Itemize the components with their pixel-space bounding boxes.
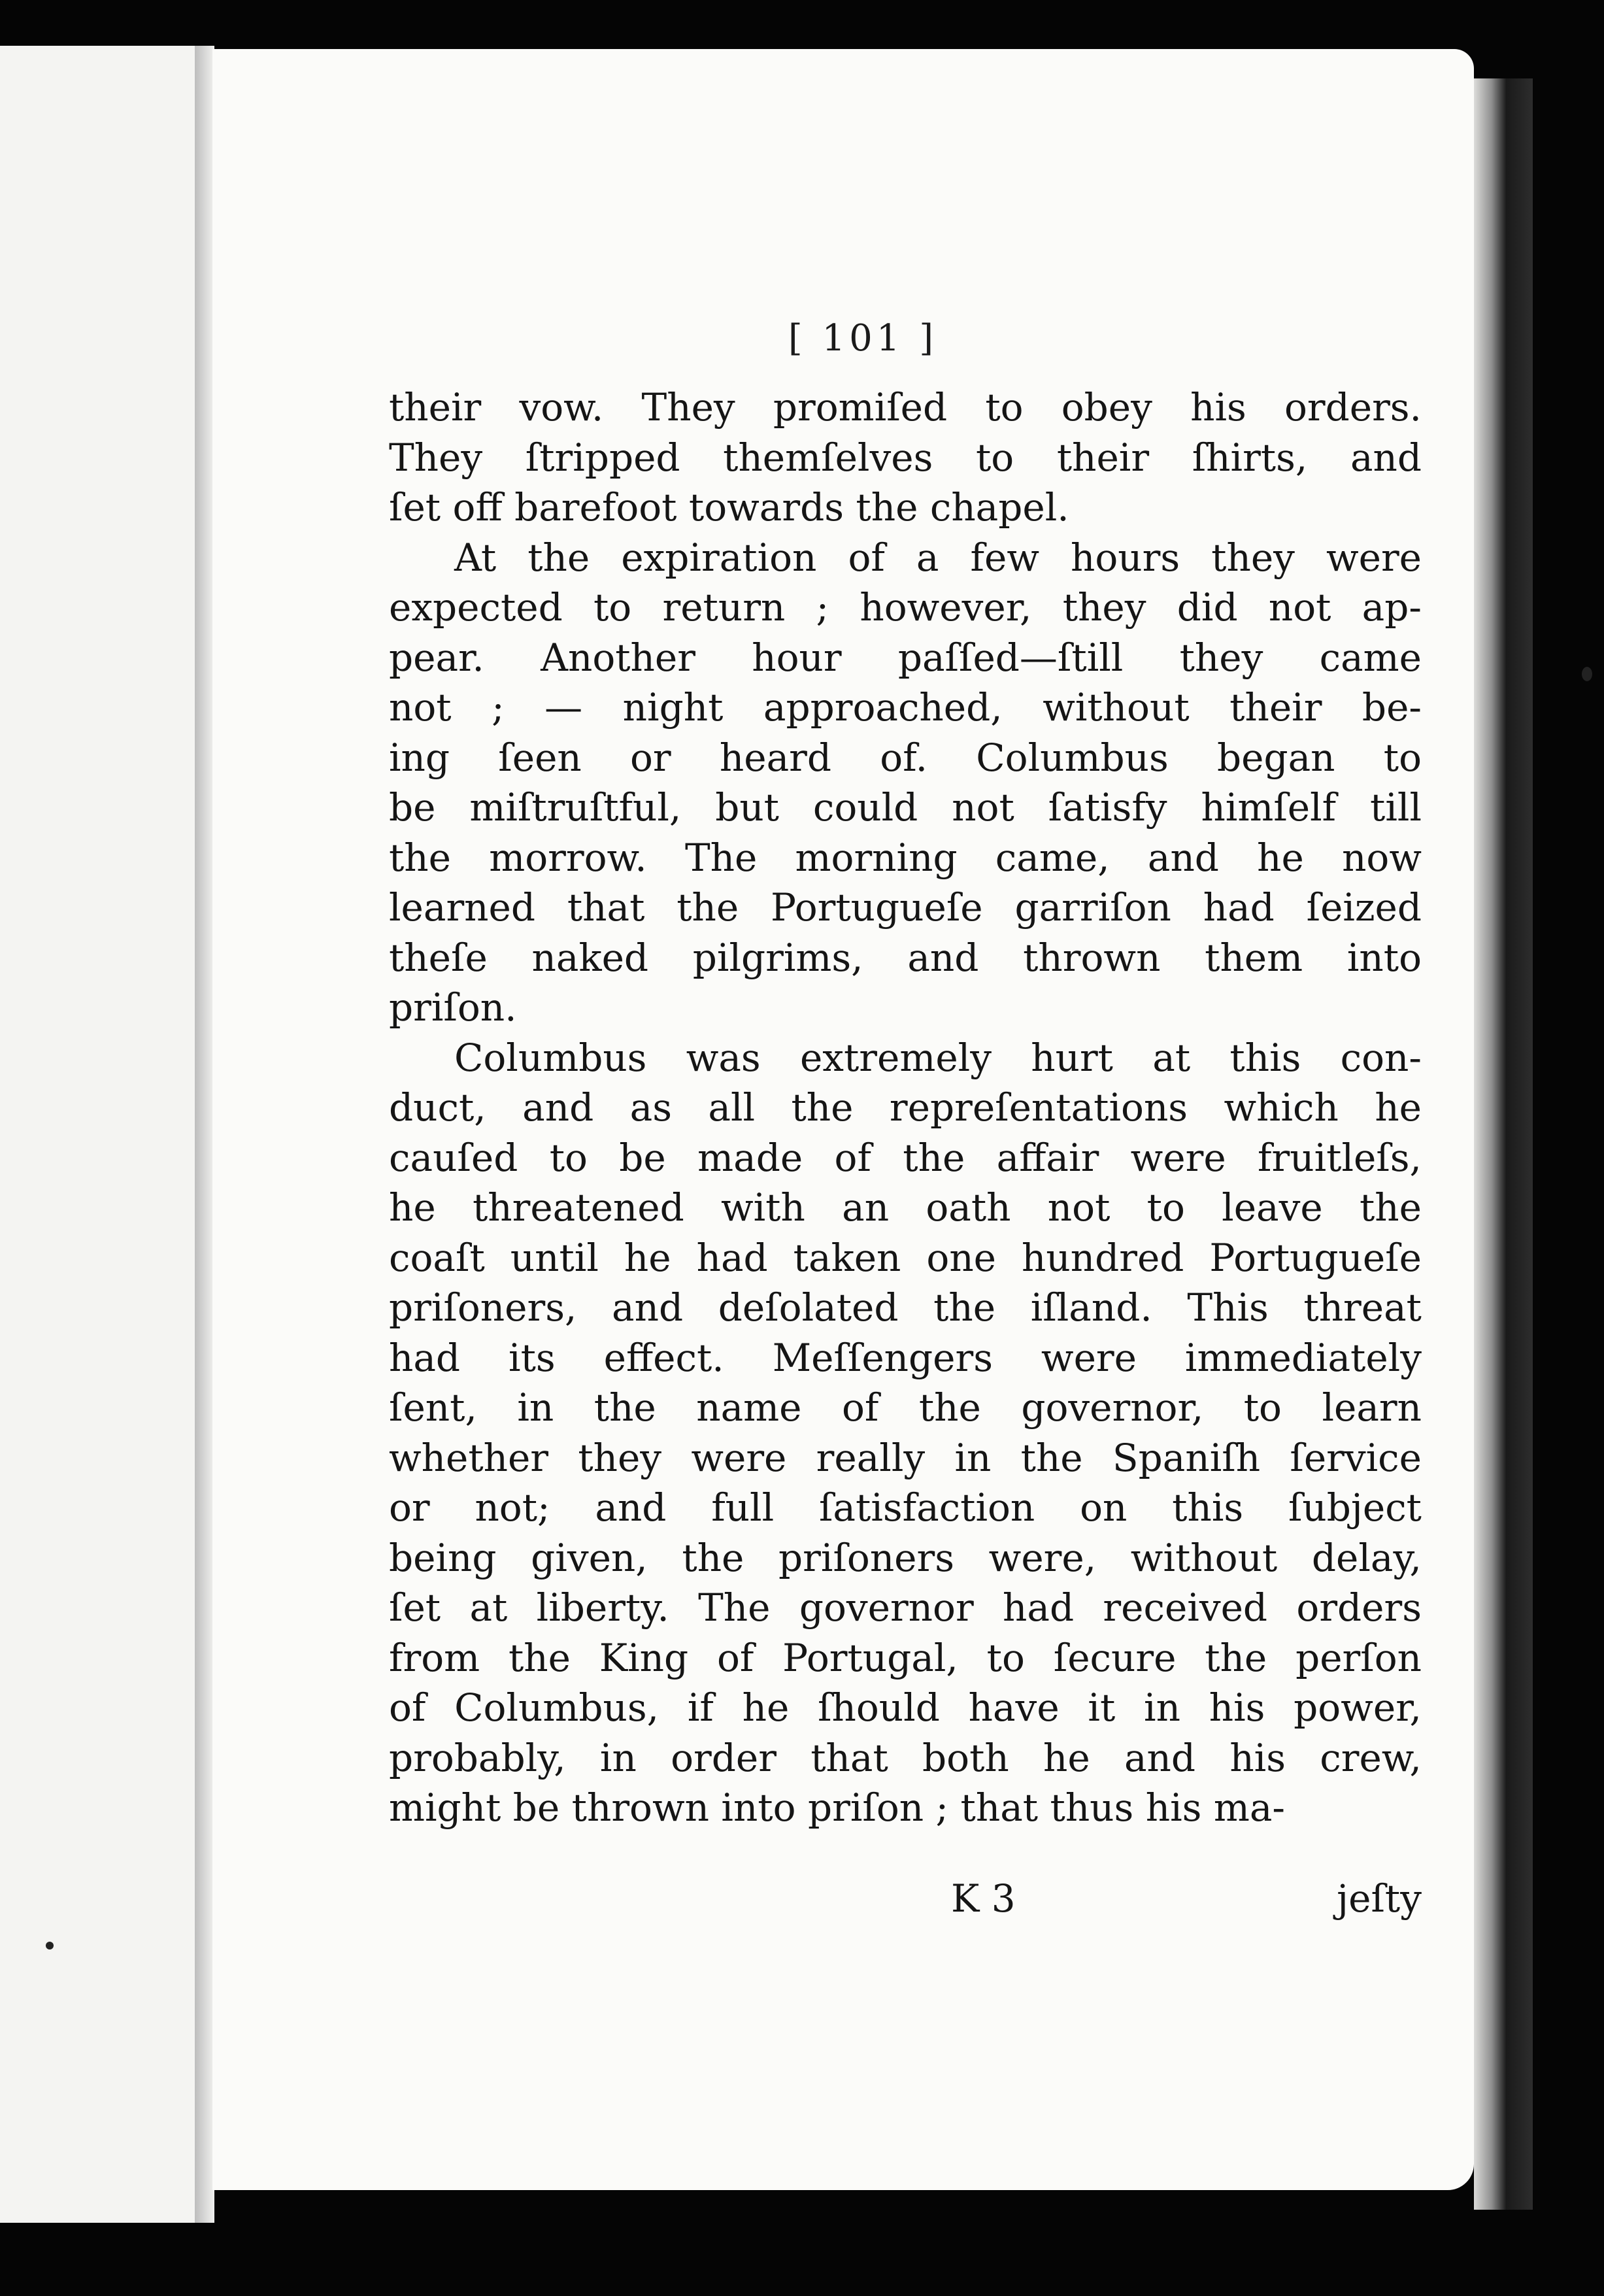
text-line: being given, the priſoners were, without delay, [389, 1535, 1422, 1580]
text-line: might be thrown into priſon ; that thus his ma- [389, 1785, 1286, 1830]
text-line: They ſtripped themſelves to their ſhirts, and [389, 435, 1422, 480]
text-line: from the King of Portugal, to ſecure the perſon [389, 1635, 1422, 1680]
text-line: be miſtruſtful, but could not ſatisfy himſelf till [389, 785, 1422, 830]
text-line: expected to return ; however, they did not ap- [389, 585, 1422, 630]
text-line: he threatened with an oath not to leave the [389, 1185, 1422, 1230]
text-line: probably, in order that both he and his crew, [389, 1735, 1422, 1780]
text-line: ſent, in the name of the governor, to learn [389, 1385, 1422, 1430]
text-line: At the expiration of a few hours they were [454, 535, 1422, 580]
page-number: [ 101 ] [788, 317, 938, 360]
paragraph [389, 1033, 1422, 1833]
catchword: jeſty [1337, 1876, 1422, 1921]
signature-mark: K 3 [951, 1876, 1016, 1921]
text-line: coaſt until he had taken one hundred Portugueſe [389, 1235, 1422, 1280]
text-line: ſet off barefoot towards the chapel. [389, 485, 1069, 530]
text-line: or not; and full ſatisfaction on this ſubject [389, 1485, 1422, 1530]
text-line: priſoners, and deſolated the iſland. This threat [389, 1285, 1422, 1330]
text-line: learned that the Portugueſe garriſon had ſeized [389, 885, 1422, 930]
scan-speck [1582, 667, 1592, 681]
text-line: their vow. They promiſed to obey his orders. [389, 385, 1422, 430]
gutter-shadow [195, 46, 214, 2223]
text-line: cauſed to be made of the affair were fruitleſs, [389, 1135, 1422, 1180]
text-line: not ; — night approached, without their be- [389, 685, 1422, 730]
page-edge-shadow [1474, 78, 1533, 2210]
text-line: priſon. [389, 985, 517, 1030]
paragraph [389, 382, 1422, 533]
text-line: duct, and as all the repreſentations which he [389, 1085, 1422, 1130]
text-line: the morrow. The morning came, and he now [389, 835, 1422, 880]
text-line: Columbus was extremely hurt at this con- [454, 1035, 1422, 1080]
page-footer [389, 1876, 1422, 1929]
text-line: theſe naked pilgrims, and thrown them into [389, 935, 1422, 980]
paragraph [389, 533, 1422, 1033]
book-page [212, 49, 1474, 2190]
text-line: pear. Another hour paſſed—ſtill they came [389, 635, 1422, 680]
scan-speck [46, 1942, 54, 1950]
text-line: ſet at liberty. The governor had received orders [389, 1585, 1422, 1630]
text-line: had its effect. Meſſengers were immediately [389, 1335, 1422, 1380]
text-line: whether they were really in the Spaniſh ſervice [389, 1435, 1422, 1480]
facing-page [0, 46, 196, 2223]
text-line: of Columbus, if he ſhould have it in his power, [389, 1685, 1422, 1730]
body-text [389, 382, 1422, 1833]
text-line: ing ſeen or heard of. Columbus began to [389, 735, 1422, 780]
